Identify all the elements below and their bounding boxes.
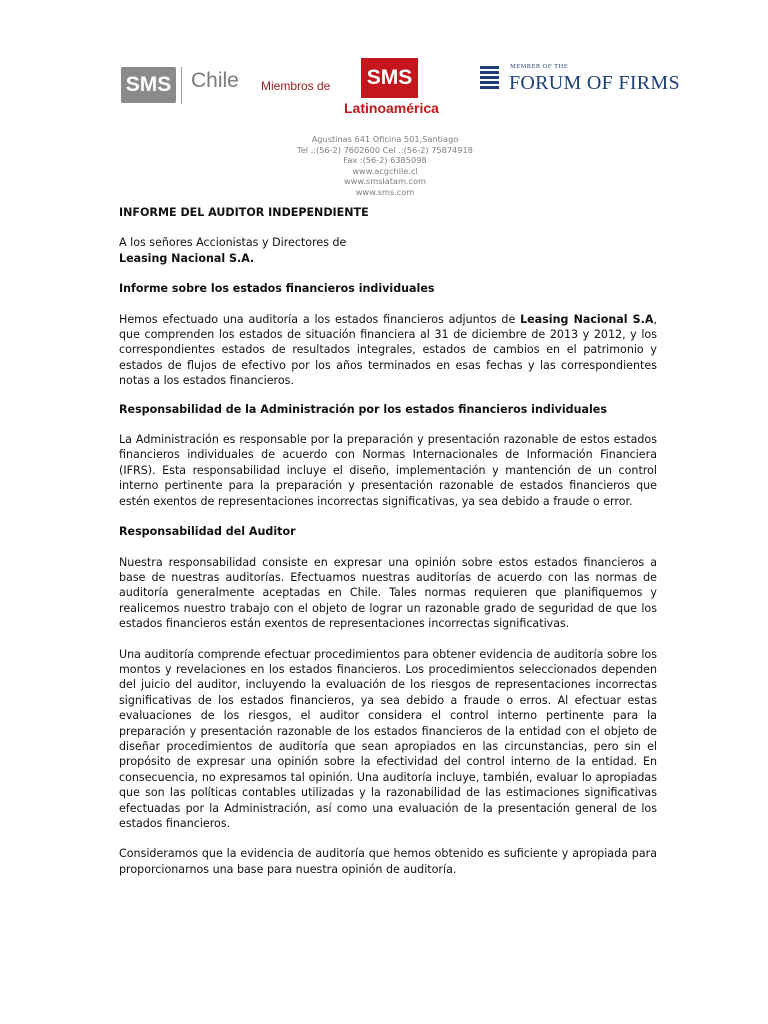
paragraph-audit-procedures: Una auditoría comprende efectuar procedimientos para obtener evidencia de auditoría sobre los montos y revelaciones en los estados financieros. Los procedimientos seleccionados dependen del juicio del auditor, incluyendo la evaluación de los riesgos de representaciones incorrectas significativas de los estados financieros, ya sea debido a fraude o erros. Al efectuar estas evaluaciones de los riesgos, el auditor considera el control interno pertinente para la preparación y presentación razonable de los estados financieros de la entidad con el objeto de diseñar procedimientos de auditoría que sean apropiados en las circunstancias, pero sin el propósito de expresar una opinión sobre la efectividad del control interno de la entidad. En consecuencia, no expresamos tal opinión. Una auditoría incluye, también, evaluar lo apropiadas que son las políticas contables utilizadas y la razonabilidad de las estimaciones significativas efectuadas por la Administración, así como una evaluación de la presentación general de los estados financieros. [119, 647, 657, 830]
chile-logo-text: Chile [191, 69, 239, 92]
paragraph-management-responsibility: La Administración es responsable por la preparación y presentación razonable de estos estados financieros individuales de acuerdo con Normas Internacionales de Información Financiera (IFRS). Esta responsabilidad incluye el diseño, implementación y mantención de un control interno pertinente para la preparación y presentación razonable de estados financieros que estén exentos de representaciones incorrectas significativas, ya sea debido a fraude o error. [119, 433, 657, 508]
phone-line: Tel .:(56-2) 7602600 Cel .:(56-2) 75874918 [297, 144, 473, 155]
office-address [280, 134, 490, 197]
paragraph-intro: Hemos efectuado una auditoría a los estados financieros adjuntos de Leasing Nacional S.A, que comprenden los estados de situación financiera al 31 de diciembre de 2013 y 2012, y los correspondientes estados de resultados integrales, estados de cambios en el patrimonio y estados de flujos de efectivo por los años terminados en esas fechas y las correspondientes notas a los estados financieros. [119, 312, 658, 388]
section-heading: Informe sobre los estados financieros individuales [119, 282, 435, 296]
company-name: Leasing Nacional S.A. [119, 251, 255, 265]
website-line: www.smslatam.com [343, 176, 427, 186]
section-heading: Responsabilidad del Auditor [119, 525, 296, 539]
forum-of-firms-icon [480, 66, 499, 92]
report-title: INFORME DEL AUDITOR INDEPENDIENTE [119, 206, 369, 219]
company-name-inline: Leasing Nacional S.A [520, 312, 654, 326]
website-line: www.sms.com [355, 186, 415, 197]
report-body [119, 205, 657, 877]
sms-logo-box: SMS [121, 67, 176, 103]
paragraph-auditor-responsibility: Nuestra responsabilidad consiste en expresar una opinión sobre estos estados financieros a base de nuestras auditorías. Efectuamos nuestras auditorías de acuerdo con las normas de auditoría generalmente aceptadas en Chile. Tales normas requieren que planifiquemos y realicemos nuestro trabajo con el objeto de lograr un razonable grado de seguridad de que los estados financieros están exentos de representaciones incorrectas significativas. [119, 555, 657, 631]
sms-latam-logo-box: SMS [361, 58, 418, 98]
forum-member-text: MEMBER OF THE [510, 64, 569, 70]
paragraph-evidence: Consideramos que la evidencia de auditoría que hemos obtenido es suficiente y apropiada para proporcionarnos una base para nuestra opinión de auditoría. [119, 847, 657, 876]
address-line: Agustinas 641 Oficina 501,Santiago [311, 134, 459, 144]
letterhead [0, 0, 768, 200]
miembros-text: Miembros de [261, 79, 331, 93]
section-heading: Responsabilidad de la Administración por los estados financieros individuales [119, 402, 607, 416]
website-line: www.acgchile.cl [352, 165, 418, 176]
addressee: A los señores Accionistas y Directores de [119, 236, 347, 250]
logo-divider [181, 67, 182, 104]
forum-of-firms-text: FORUM OF FIRMS [509, 72, 680, 94]
fax-line: Fax :(56-2) 6385098 [343, 155, 427, 165]
latinoamerica-text: Latinoamérica [344, 100, 439, 116]
